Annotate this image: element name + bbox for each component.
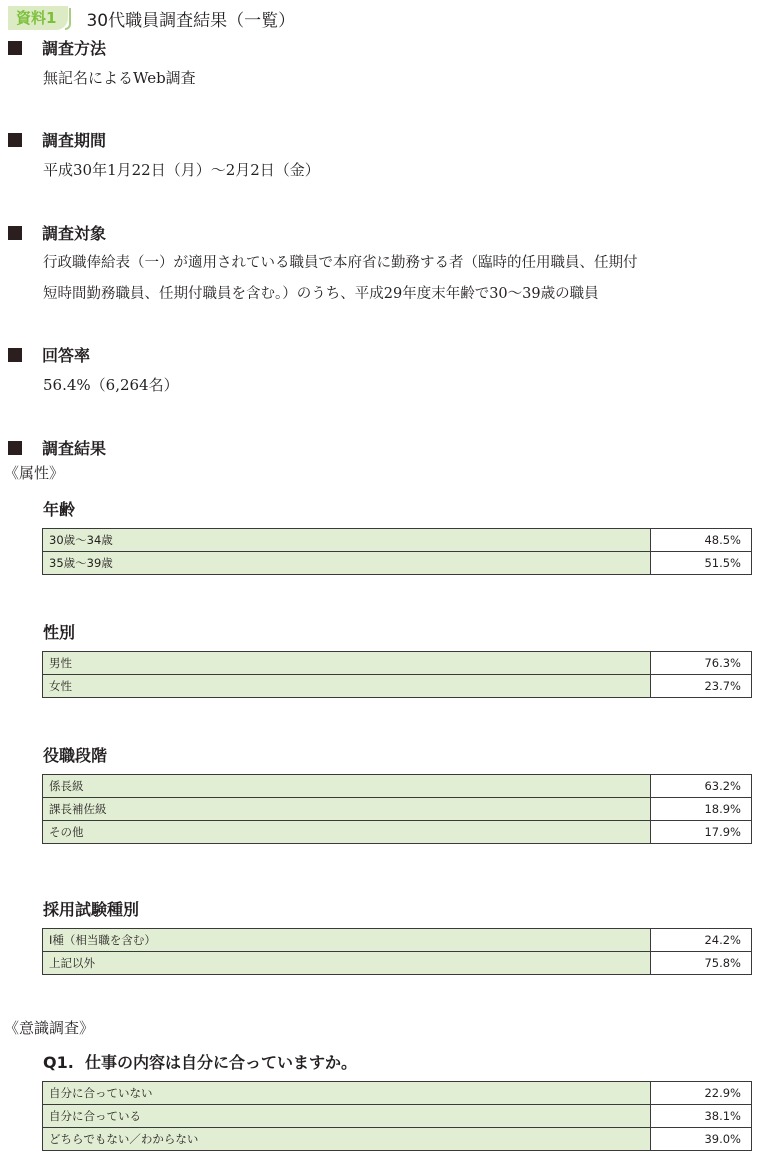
row-label: その他 xyxy=(43,821,651,844)
q1-table xyxy=(42,1081,752,1151)
table-row xyxy=(43,775,752,798)
target-text-line2: 短時間勤務職員、任期付職員を含む。）のうち、平成29年度末年齢で30～39歳の職員 xyxy=(43,286,599,302)
attributes-label: 《属性》 xyxy=(4,464,65,482)
row-label: 係長級 xyxy=(43,775,651,798)
section-heading-label: 回答率 xyxy=(42,346,91,365)
awareness-label: 《意識調査》 xyxy=(4,1019,95,1037)
row-label: 上記以外 xyxy=(43,952,651,975)
document-header xyxy=(8,4,295,32)
row-value: 39.0% xyxy=(651,1128,752,1151)
table-row xyxy=(43,652,752,675)
period-text: 平成30年1月22日（月）～2月2日（金） xyxy=(43,161,320,179)
table-row xyxy=(43,529,752,552)
row-label: 30歳～34歳 xyxy=(43,529,651,552)
row-label: 男性 xyxy=(43,652,651,675)
section-heading-label: 調査対象 xyxy=(42,224,107,243)
material-badge: 資料1 xyxy=(8,6,68,30)
row-label: 自分に合っている xyxy=(43,1105,651,1128)
row-label: どちらでもない／わからない xyxy=(43,1128,651,1151)
age-table xyxy=(42,528,752,575)
square-bullet-icon xyxy=(8,41,22,55)
table-row xyxy=(43,952,752,975)
section-heading-period xyxy=(8,128,106,151)
q1-heading: Q1. 仕事の内容は自分に合っていますか。 xyxy=(43,1053,357,1072)
target-text-line1: 行政職俸給表（一）が適用されている職員で本府省に勤務する者（臨時的任用職員、任期付 xyxy=(43,255,638,271)
table-row xyxy=(43,929,752,952)
method-text: 無記名によるWeb調査 xyxy=(43,69,196,87)
row-value: 38.1% xyxy=(651,1105,752,1128)
table-row xyxy=(43,1128,752,1151)
row-value: 24.2% xyxy=(651,929,752,952)
row-value: 75.8% xyxy=(651,952,752,975)
age-heading: 年齢 xyxy=(43,500,76,519)
position-table xyxy=(42,774,752,844)
row-value: 63.2% xyxy=(651,775,752,798)
section-heading-results xyxy=(8,436,106,459)
row-value: 51.5% xyxy=(651,552,752,575)
position-heading: 役職段階 xyxy=(43,746,108,765)
section-heading-method xyxy=(8,36,106,59)
gender-heading: 性別 xyxy=(43,623,76,642)
row-label: 女性 xyxy=(43,675,651,698)
row-value: 18.9% xyxy=(651,798,752,821)
row-label: 35歳～39歳 xyxy=(43,552,651,575)
section-heading-label: 調査結果 xyxy=(42,439,107,458)
row-label: 課長補佐級 xyxy=(43,798,651,821)
square-bullet-icon xyxy=(8,226,22,240)
response-rate-text: 56.4%（6,264名） xyxy=(43,376,179,394)
exam-table xyxy=(42,928,752,975)
exam-heading: 採用試験種別 xyxy=(43,900,140,919)
square-bullet-icon xyxy=(8,348,22,362)
section-heading-response xyxy=(8,343,90,366)
row-value: 48.5% xyxy=(651,529,752,552)
row-value: 23.7% xyxy=(651,675,752,698)
square-bullet-icon xyxy=(8,441,22,455)
table-row xyxy=(43,821,752,844)
table-row xyxy=(43,1105,752,1128)
row-label: 自分に合っていない xyxy=(43,1082,651,1105)
row-value: 22.9% xyxy=(651,1082,752,1105)
section-heading-target xyxy=(8,221,106,244)
document-title: 30代職員調査結果（一覧） xyxy=(86,10,296,31)
gender-table xyxy=(42,651,752,698)
table-row xyxy=(43,798,752,821)
square-bullet-icon xyxy=(8,133,22,147)
section-heading-label: 調査方法 xyxy=(42,39,107,58)
table-row xyxy=(43,675,752,698)
row-value: 17.9% xyxy=(651,821,752,844)
row-value: 76.3% xyxy=(651,652,752,675)
table-row xyxy=(43,552,752,575)
table-row xyxy=(43,1082,752,1105)
section-heading-label: 調査期間 xyxy=(42,131,107,150)
row-label: Ⅰ種（相当職を含む） xyxy=(43,929,651,952)
